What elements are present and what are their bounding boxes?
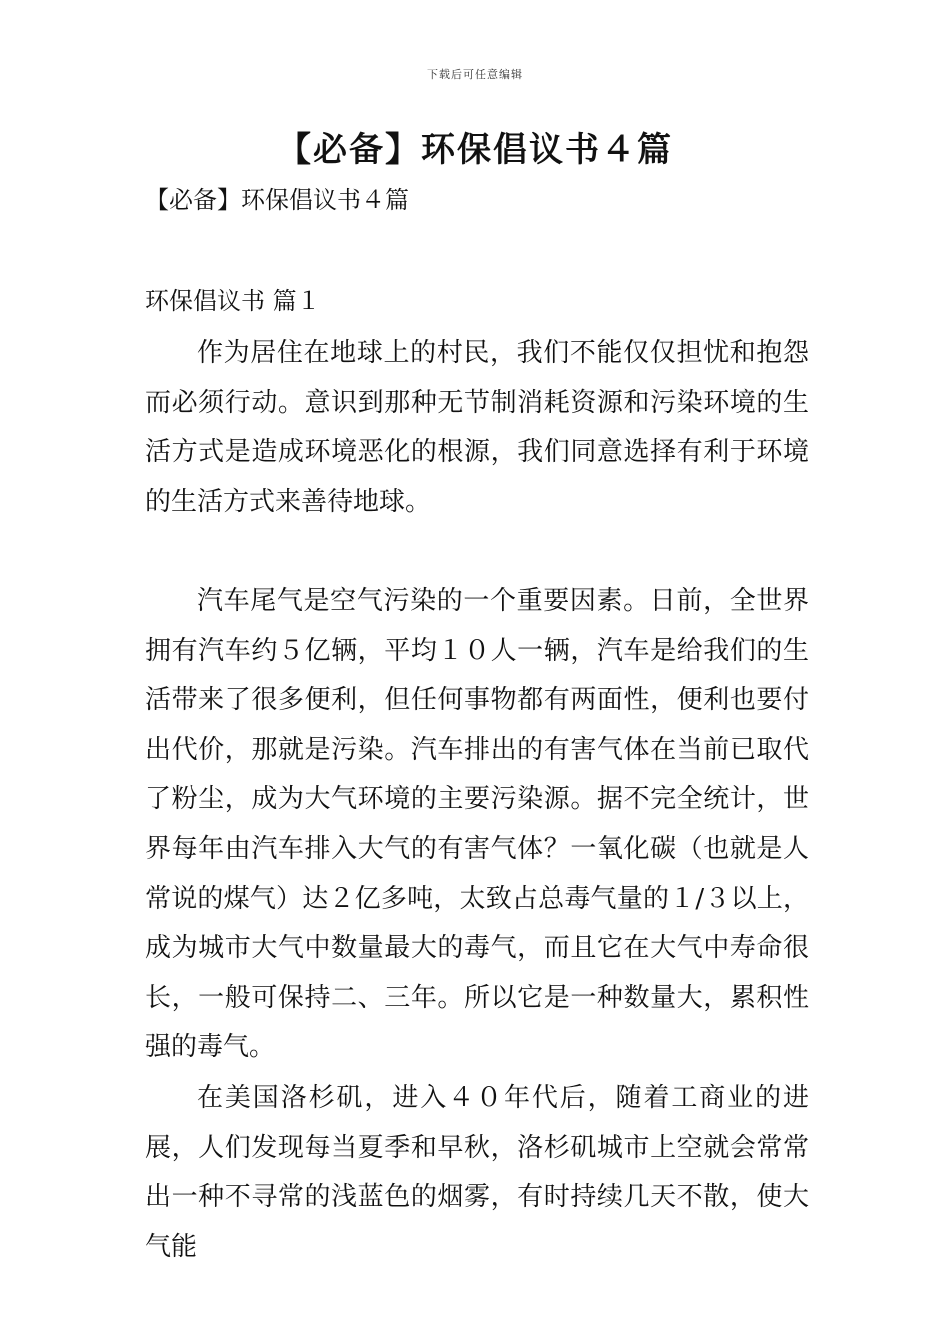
- paragraph-3: 在美国洛杉矶，进入４０年代后，随着工商业的进展，人们发现每当夏季和早秋，洛杉矶城市上空就会常常出一种不寻常的浅蓝色的烟雾，有时持续几天不散，使大气能: [145, 1083, 809, 1262]
- paragraph-2: 汽车尾气是空气污染的一个重要因素。日前，全世界拥有汽车约５亿辆，平均１０人一辆，汽车是给我们的生活带来了很多便利，但任何事物都有两面性，便利也要付出代价，那就是污染。汽车排出的有害气体在当前已取代了粉尘，成为大气环境的主要污染源。据不完全统计，世界每年由汽车排入大气的有害气体？一氧化碳（也就是人常说的煤气）达２亿多吨，太致占总毒气量的１/３以上，成为城市大气中数量最大的毒气，而且它在大气中寿命很长，一般可保持二、三年。所以它是一种数量大，累积性强的毒气。: [145, 586, 809, 1063]
- paragraph-1: 作为居住在地球上的村民，我们不能仅仅担忧和抱怨而必须行动。意识到那种无节制消耗资源和污染环境的生活方式是造成环境恶化的根源，我们同意选择有利于环境的生活方式来善待地球。: [145, 338, 809, 517]
- section-heading: 环保倡议书 篇１: [145, 287, 321, 315]
- page-title: 【必备】环保倡议书４篇: [277, 130, 673, 170]
- header-note: 下载后可任意编辑: [427, 68, 523, 81]
- document-subtitle: 【必备】环保倡议书４篇: [145, 186, 409, 214]
